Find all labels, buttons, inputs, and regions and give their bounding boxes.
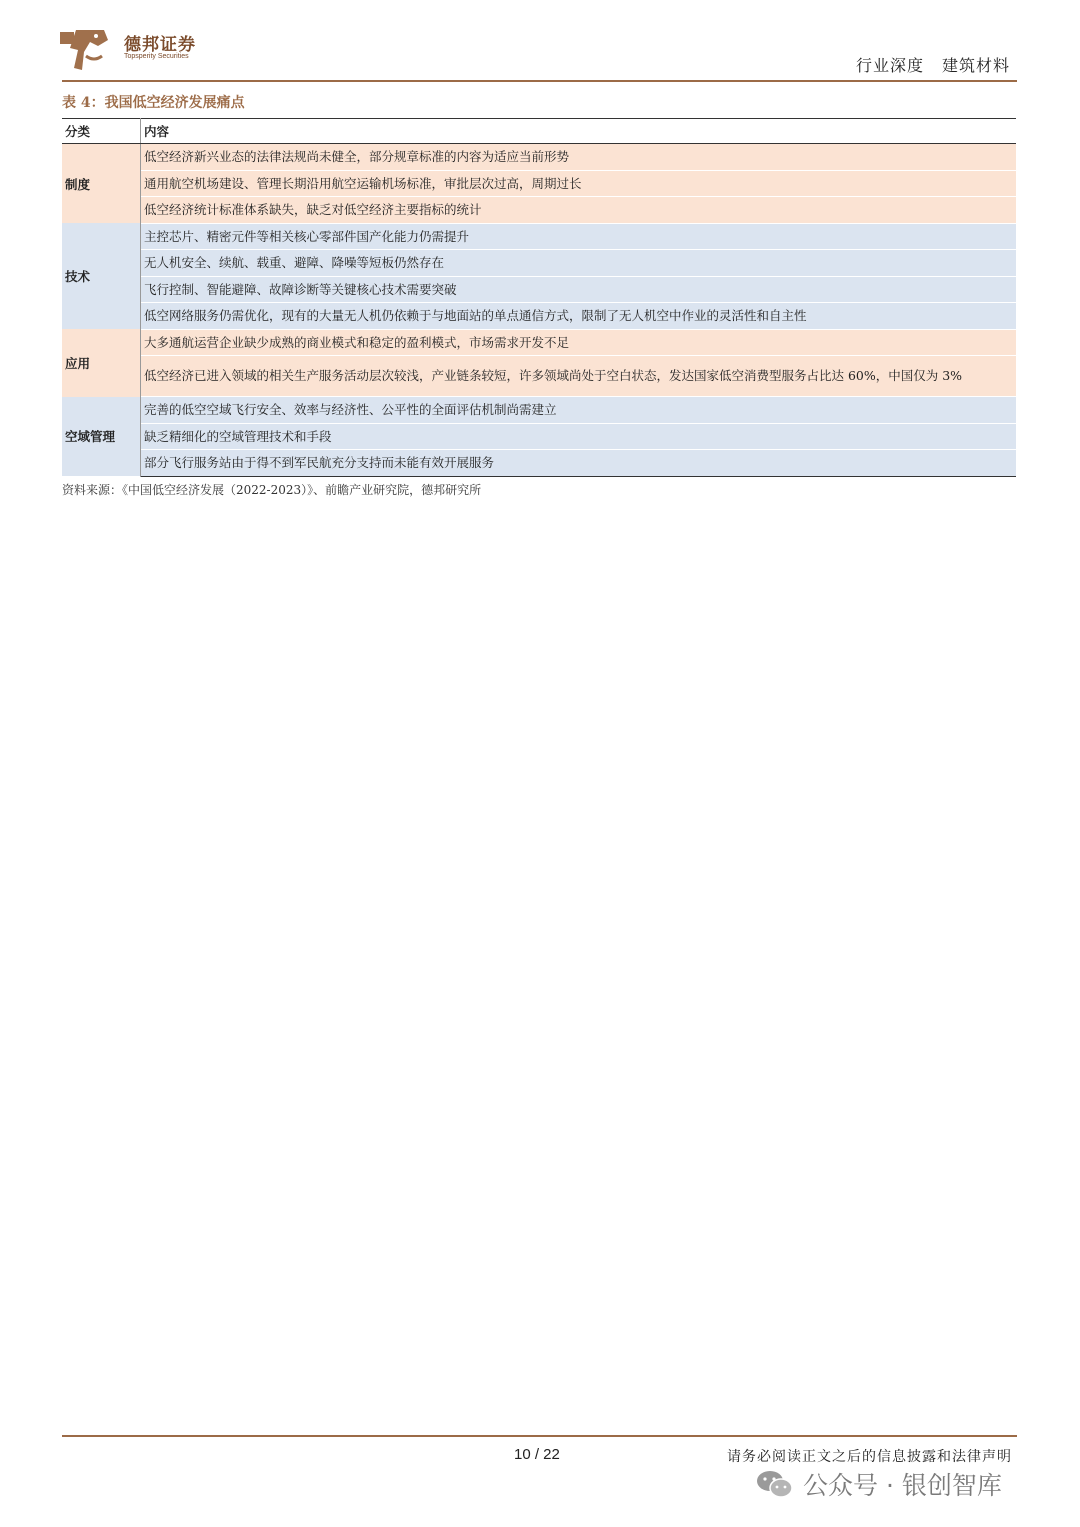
content-cell: 大多通航运营企业缺少成熟的商业模式和稳定的盈利模式，市场需求开发不足 [141, 329, 1017, 356]
table-row [62, 170, 1016, 197]
content-cell: 低空经济已进入领域的相关生产服务活动层次较浅，产业链条较短，许多领域尚处于空白状态，发达国家低空消费型服务占比达 60%，中国仅为 3% [141, 356, 1017, 397]
table-row [62, 250, 1016, 277]
report-header-tags [838, 53, 1010, 76]
report-sector: 建筑材料 [941, 56, 1010, 75]
table-row [62, 329, 1016, 356]
table-row [62, 303, 1016, 330]
table-source-note: 资料来源：《中国低空经济发展（2022-2023）》、前瞻产业研究院，德邦研究所 [62, 483, 482, 497]
category-cell: 技术 [62, 223, 141, 329]
table-row [62, 276, 1016, 303]
logo-cn-text: 德邦证券 [124, 35, 196, 55]
content-cell: 主控芯片、精密元件等相关核心零部件国产化能力仍需提升 [141, 223, 1017, 250]
content-cell: 低空经济新兴业态的法律法规尚未健全，部分规章标准的内容为适应当前形势 [141, 144, 1017, 171]
category-cell: 空域管理 [62, 397, 141, 477]
table-row [62, 197, 1016, 224]
table-header-row [62, 119, 1016, 144]
logo-mark-icon [60, 26, 110, 72]
report-category: 行业深度 [855, 56, 924, 75]
wechat-icon [755, 1468, 795, 1500]
content-cell: 通用航空机场建设、管理长期沿用航空运输机场标准，审批层次过高，周期过长 [141, 170, 1017, 197]
content-cell: 低空经济统计标准体系缺失，缺乏对低空经济主要指标的统计 [141, 197, 1017, 224]
logo-en-text: Topsperity Securities [124, 53, 189, 60]
content-cell: 缺乏精细化的空域管理技术和手段 [141, 423, 1017, 450]
content-cell: 部分飞行服务站由于得不到军民航充分支持而未能有效开展服务 [141, 450, 1017, 477]
content-cell: 完善的低空空域飞行安全、效率与经济性、公平性的全面评估机制尚需建立 [141, 397, 1017, 424]
content-cell: 低空网络服务仍需优化，现有的大量无人机仍依赖于与地面站的单点通信方式，限制了无人机空中作业的灵活性和自主性 [141, 303, 1017, 330]
header-rule [62, 80, 1017, 82]
category-cell: 应用 [62, 329, 141, 397]
table-row [62, 144, 1016, 171]
table-row [62, 356, 1016, 397]
table-row [62, 223, 1016, 250]
legal-disclaimer: 请务必阅读正文之后的信息披露和法律声明 [727, 1449, 1012, 1465]
watermark [755, 1466, 1002, 1502]
page-number: 10 / 22 [514, 1446, 560, 1463]
pain-points-table [62, 118, 1016, 477]
table-row [62, 397, 1016, 424]
footer-rule [62, 1435, 1017, 1437]
content-cell: 飞行控制、智能避障、故障诊断等关键核心技术需要突破 [141, 276, 1017, 303]
header-category: 分类 [62, 119, 141, 144]
table-row [62, 423, 1016, 450]
content-cell: 无人机安全、续航、载重、避障、降噪等短板仍然存在 [141, 250, 1017, 277]
table-title: 表 4：我国低空经济发展痛点 [62, 95, 245, 111]
watermark-text: 公众号 · 银创智库 [803, 1471, 1002, 1500]
table-row [62, 450, 1016, 477]
header-content: 内容 [141, 119, 1017, 144]
company-logo [60, 26, 230, 72]
category-cell: 制度 [62, 144, 141, 224]
